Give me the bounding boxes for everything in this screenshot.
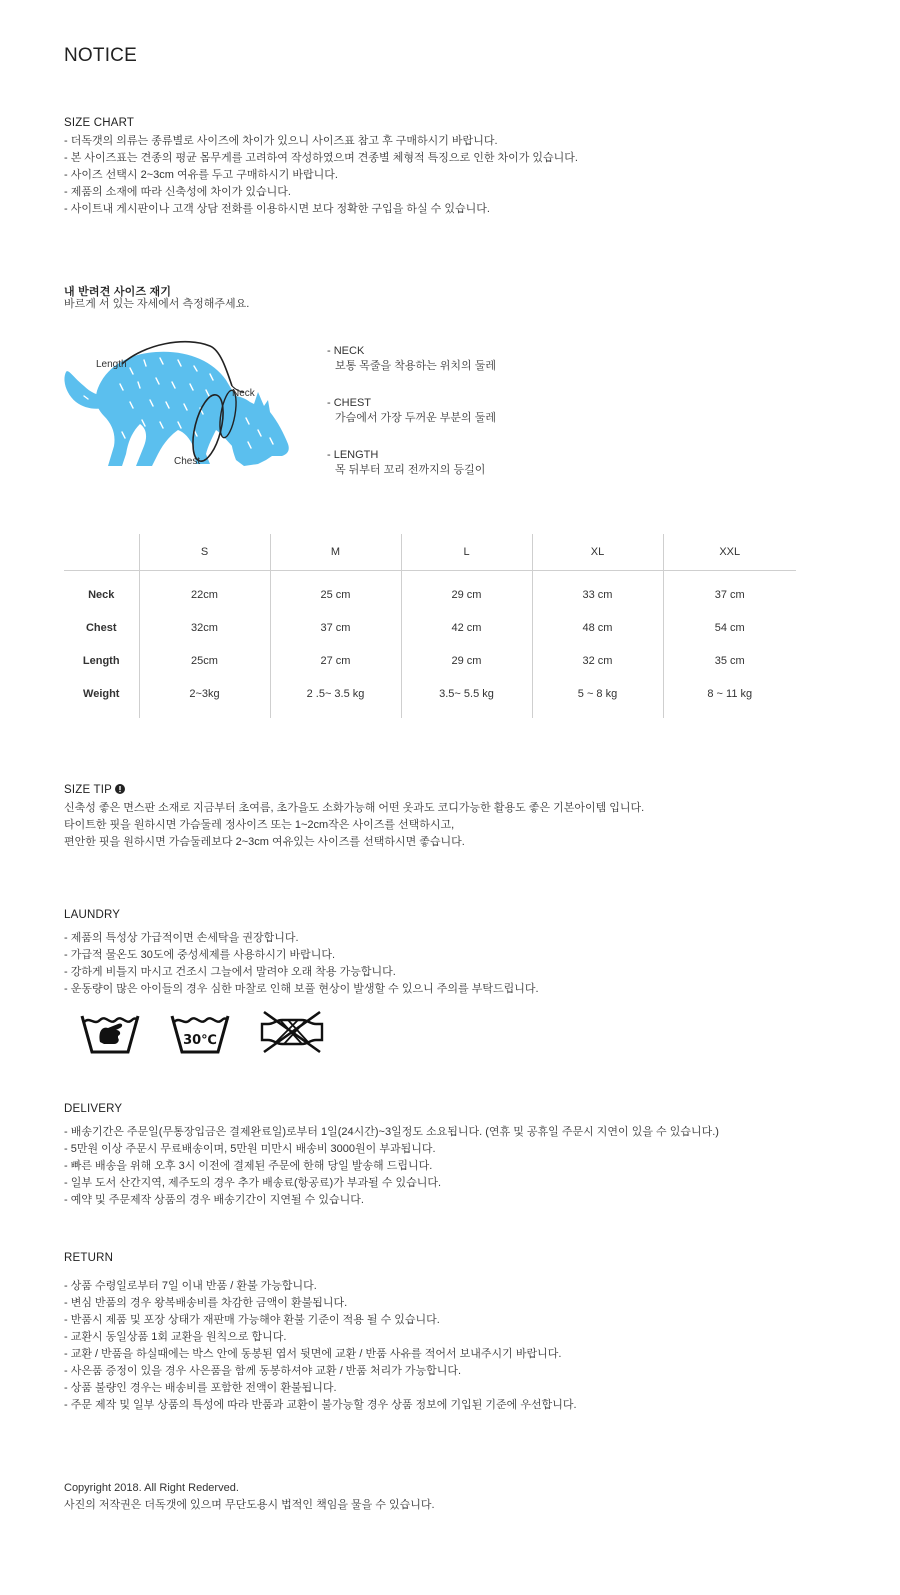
table-cell: 3.5~ 5.5 kg	[401, 677, 532, 718]
laundry-line: - 제품의 특성상 가급적이면 손세탁을 권장합니다.	[64, 932, 299, 944]
return-line: - 상품 수령일로부터 7일 이내 반품 / 환불 가능합니다.	[64, 1280, 317, 1292]
delivery-line: - 일부 도서 산간지역, 제주도의 경우 추가 배송료(항공료)가 부과될 수 있습니다.	[64, 1177, 442, 1189]
size-table	[64, 534, 796, 718]
measure-length	[327, 448, 485, 478]
laundry-lines	[64, 930, 539, 998]
return-line: - 반품시 제품 및 포장 상태가 재판매 가능해야 환불 기준이 적용 될 수 있습니다.	[64, 1314, 440, 1326]
table-cell: 42 cm	[401, 611, 532, 644]
size-chart-note: - 본 사이즈표는 견종의 평균 몸무게를 고려하여 작성하였으며 견종별 체형적 특징으로 인한 차이가 있습니다.	[64, 152, 578, 164]
table-cell: 32cm	[139, 611, 270, 644]
copyright-text: Copyright 2018. All Right Rederved.	[64, 1482, 239, 1494]
return-lines	[64, 1278, 577, 1414]
measure-length-title: - LENGTH	[327, 449, 379, 461]
dog-measure-diagram	[60, 338, 296, 472]
table-cell: 2 .5~ 3.5 kg	[270, 677, 401, 718]
table-cell: 33 cm	[532, 570, 663, 611]
measure-chest-title: - CHEST	[327, 397, 371, 409]
size-table-corner	[64, 534, 139, 570]
table-cell: 29 cm	[401, 570, 532, 611]
size-tip-line: 편안한 핏을 원하시면 가슴둘레보다 2~3cm 여유있는 사이즈를 선택하시면 좋습니다.	[64, 836, 465, 848]
measure-chest	[327, 396, 496, 426]
table-cell: 35 cm	[663, 644, 796, 677]
size-tip-lines	[64, 800, 644, 851]
table-cell: 37 cm	[270, 611, 401, 644]
size-tip-title: SIZE TIP	[64, 784, 112, 796]
size-header-m: M	[270, 534, 401, 570]
table-row	[64, 644, 796, 677]
return-line: - 주문 제작 및 일부 상품의 특성에 따라 반품과 교환이 불가능할 경우 상품 정보에 기입된 기준에 우선합니다.	[64, 1399, 577, 1411]
table-cell: 29 cm	[401, 644, 532, 677]
return-heading: RETURN	[64, 1252, 114, 1264]
delivery-lines	[64, 1124, 719, 1209]
measure-subheading: 바르게 서 있는 자세에서 측정해주세요.	[64, 298, 250, 310]
size-header-xxl: XXL	[663, 534, 796, 570]
measure-heading: 내 반려견 사이즈 재기	[64, 286, 172, 298]
exclamation-circle-icon	[115, 784, 125, 794]
table-cell: 37 cm	[663, 570, 796, 611]
wash-temp-label: 30℃	[183, 1033, 217, 1048]
size-chart-note: - 제품의 소재에 따라 신축성에 차이가 있습니다.	[64, 186, 291, 198]
measure-length-desc: 목 뒤부터 꼬리 전까지의 등길이	[335, 464, 486, 476]
delivery-line: - 빠른 배송을 위해 오후 3시 이전에 결제된 주문에 한해 당일 발송해 드립니다.	[64, 1160, 433, 1172]
table-row	[64, 611, 796, 644]
table-cell: 32 cm	[532, 644, 663, 677]
return-line: - 상품 불량인 경우는 배송비를 포함한 전액이 환불됩니다.	[64, 1382, 337, 1394]
size-chart-heading: SIZE CHART	[64, 117, 135, 129]
table-cell: 54 cm	[663, 611, 796, 644]
size-tip-line: 신축성 좋은 면스판 소재로 지금부터 초여름, 초가을도 소화가능해 어떤 옷과도 코디가능한 활용도 좋은 기본아이템 입니다.	[64, 802, 645, 814]
laundry-heading: LAUNDRY	[64, 909, 121, 921]
delivery-line: - 배송기간은 주문일(무통장입금은 결제완료일)로부터 1일(24시간)~3일정도 소요됩니다. (연휴 및 공휴일 주문시 지연이 있을 수 있습니다.)	[64, 1126, 719, 1138]
table-cell: 25 cm	[270, 570, 401, 611]
row-label: Length	[82, 654, 120, 667]
table-cell: 5 ~ 8 kg	[532, 677, 663, 718]
table-cell: 25cm	[139, 644, 270, 677]
chest-label: Chest	[174, 456, 201, 467]
measure-chest-desc: 가슴에서 가장 두꺼운 부분의 둘레	[335, 412, 496, 424]
copyright-note: 사진의 저작권은 더독갯에 있으며 무단도용시 법적인 책임을 물을 수 있습니다.	[64, 1499, 435, 1511]
size-tip-heading	[64, 784, 125, 796]
laundry-line: - 운동량이 많은 아이들의 경우 심한 마찰로 인해 보풀 현상이 발생할 수 있으니 주의를 부탁드립니다.	[64, 983, 539, 995]
table-cell: 22cm	[139, 570, 270, 611]
measure-neck	[327, 344, 496, 374]
size-chart-note: - 사이트내 게시판이나 고객 상담 전화를 이용하시면 보다 정확한 구입을 하실 수 있습니다.	[64, 203, 490, 215]
wash-30-icon	[170, 1008, 230, 1056]
measure-neck-desc: 보통 목줄을 착용하는 위치의 둘레	[335, 360, 496, 372]
laundry-line: - 가급적 물온도 30도에 중성세제를 사용하시기 바랍니다.	[64, 949, 336, 961]
size-table-header-row	[64, 534, 796, 570]
return-line: - 사은품 증정이 있을 경우 사은품을 함께 동봉하셔야 교환 / 반품 처리가 가능합니다.	[64, 1365, 462, 1377]
return-line: - 교환 / 반품을 하실때에는 박스 안에 동봉된 엽서 뒷면에 교환 / 반품 사유를 적어서 보내주시기 바랍니다.	[64, 1348, 562, 1360]
delivery-line: - 예약 및 주문제작 상품의 경우 배송기간이 지연될 수 있습니다.	[64, 1194, 364, 1206]
table-row	[64, 677, 796, 718]
table-cell: 8 ~ 11 kg	[663, 677, 796, 718]
footer	[64, 1480, 435, 1514]
hand-wash-icon	[80, 1008, 140, 1056]
size-chart-note: - 더독갯의 의류는 종류별로 사이즈에 차이가 있으니 사이즈표 참고 후 구매하시기 바랍니다.	[64, 135, 498, 147]
size-header-l: L	[401, 534, 532, 570]
length-label: Length	[96, 359, 127, 370]
return-line: - 교환시 동일상품 1회 교환을 원칙으로 합니다.	[64, 1331, 287, 1343]
table-row	[64, 570, 796, 611]
delivery-heading: DELIVERY	[64, 1103, 123, 1115]
table-cell: 27 cm	[270, 644, 401, 677]
size-chart-notes	[64, 133, 578, 218]
row-label: Weight	[83, 687, 120, 700]
size-chart-note: - 사이즈 선택시 2~3cm 여유를 두고 구매하시기 바랍니다.	[64, 169, 338, 181]
size-header-xl: XL	[532, 534, 663, 570]
size-tip-line: 타이트한 핏을 원하시면 가슴둘레 정사이즈 또는 1~2cm작은 사이즈를 선택하시고,	[64, 819, 455, 831]
table-cell: 48 cm	[532, 611, 663, 644]
row-label: Neck	[88, 588, 115, 601]
neck-label: Neck	[232, 388, 255, 399]
laundry-line: - 강하게 비틀지 마시고 건조시 그늘에서 말려야 오래 착용 가능합니다.	[64, 966, 396, 978]
page-title: NOTICE	[64, 45, 137, 66]
delivery-line: - 5만원 이상 주문시 무료배송이며, 5만원 미만시 배송비 3000원이 부과됩니다.	[64, 1143, 436, 1155]
do-not-wring-icon	[258, 1010, 326, 1054]
measure-neck-title: - NECK	[327, 345, 365, 357]
return-line: - 변심 반품의 경우 왕복배송비를 차감한 금액이 환불됩니다.	[64, 1297, 348, 1309]
table-cell: 2~3kg	[139, 677, 270, 718]
size-header-s: S	[139, 534, 270, 570]
row-label: Chest	[85, 621, 117, 634]
